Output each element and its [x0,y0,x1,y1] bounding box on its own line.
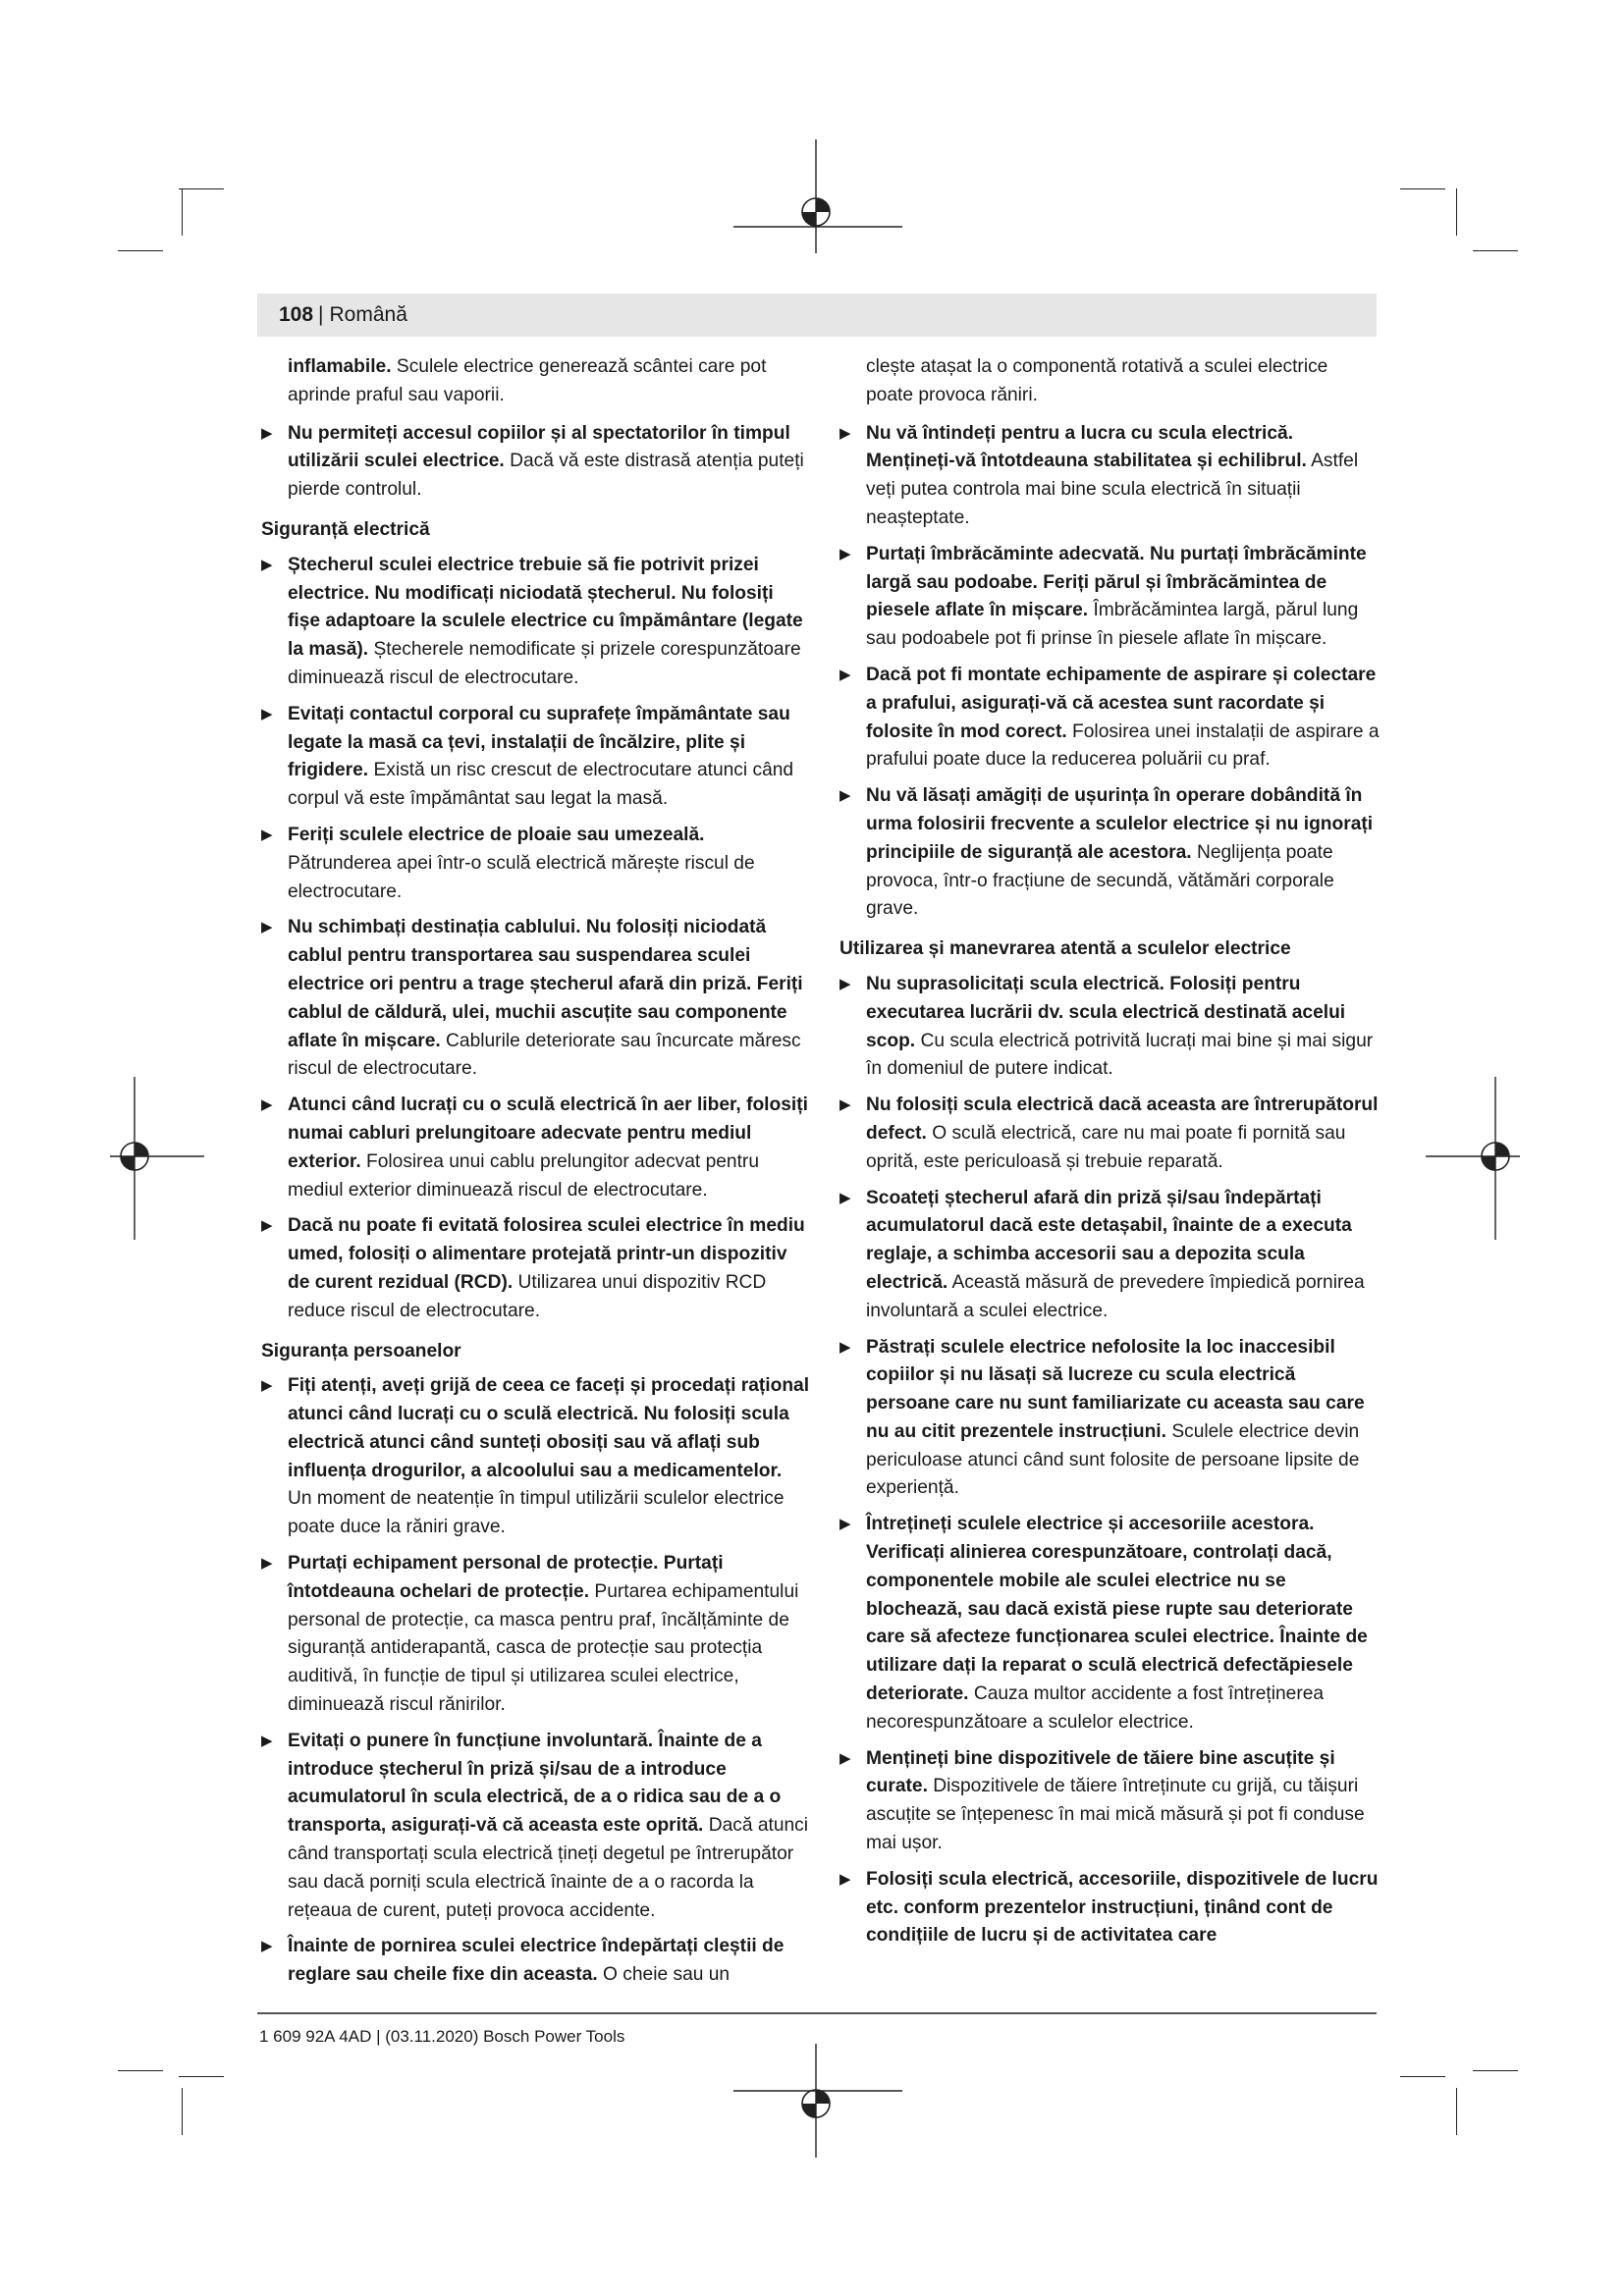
crop-mark [1473,2070,1518,2071]
bullet-triangle-icon: ▶ [261,705,273,722]
crop-mark-vertical [182,2088,183,2135]
bullet-triangle-icon: ▶ [839,1338,851,1356]
crop-mark-vertical [182,188,183,236]
section-heading: Siguranța persoanelor [261,1340,461,1362]
bullet-triangle-icon: ▶ [261,1938,273,1955]
registration-mark-icon [108,1075,206,1242]
section-heading: Siguranță electrică [261,518,430,540]
safety-item: ▶ Evitați contactul corporal cu suprafețe împământate sau legate la masă ca țevi, instalații de încălzire, plite și frigidere. Există un risc crescut de electrocutare atunci când corpul vă este împământat sau legat la masă. [261,701,811,814]
safety-item: ▶ Nu folosiți scula electrică dacă aceasta are întrerupătorul defect. O sculă electrică, care nu mai poate fi pornită sau oprită, este periculoasă și trebuie reparată. [839,1092,1380,1176]
bullet-triangle-icon: ▶ [261,1555,273,1573]
crop-mark [118,250,163,251]
page-header [257,294,1377,337]
bullet-triangle-icon: ▶ [839,424,851,442]
bullet-triangle-icon: ▶ [261,1096,273,1114]
registration-mark-icon [731,2042,904,2160]
safety-item: ▶ Mențineți bine dispozitivele de tăiere bine ascuțite și curate. Dispozitivele de tăiere întreținute cu grijă, cu tăișuri ascuțite se înțepenesc în mai mică măsură și pot fi conduse mai ușor. [839,1745,1380,1858]
bullet-triangle-icon: ▶ [261,1732,273,1749]
safety-item: ▶ Fiți atenți, aveți grijă de ceea ce faceți și procedați rațional atunci când lucrați cu o sculă electrică. Nu folosiți scula electrică atunci când sunteți obosiți sau vă aflați sub influența drogurilor, a alcoolului sau a medicamentelor. Un moment de neatenție în timpul utilizării sculelor electrice poate duce la răniri grave. [261,1372,811,1542]
safety-item: ▶ Atunci când lucrați cu o sculă electrică în aer liber, folosiți numai cabluri prelungitoare adecvate pentru mediul exterior. Folosirea unui cablu prelungitor adecvat pentru mediul exterior diminuează riscul de electrocutare. [261,1092,811,1204]
safety-item: ▶ Nu vă lăsați amăgiți de ușurința în operare dobândită în urma folosirii frecvente a sculelor electrice și nu ignorați principiile de siguranță ale acestora. Neglijența poate provoca, într-o fracțiune de secundă, vătămări corporale grave. [839,782,1380,924]
page-number: 108 [279,303,314,326]
crop-mark-vertical [1456,188,1457,236]
bullet-triangle-icon: ▶ [261,1377,273,1395]
crop-mark [1400,2076,1445,2077]
safety-item: ▶ Purtați îmbrăcăminte adecvată. Nu purtați îmbrăcăminte largă sau podoabe. Feriți părul și îmbrăcămintea de piesele aflate în mișcare. Îmbrăcămintea largă, părul lung sau podoabele pot fi prinse în piesele aflate în mișcare. [839,541,1380,654]
continued-paragraph: inflamabile. Sculele electrice generează scântei care pot aprinde praful sau vaporii. [288,356,767,405]
crop-mark [179,2076,224,2077]
safety-item: ▶ Dacă nu poate fi evitată folosirea sculei electrice în mediu umed, folosiți o alimentare protejată printr-un dispozitiv de curent rezidual (RCD). Utilizarea unui dispozitiv RCD reduce riscul de electrocutare. [261,1212,811,1325]
safety-item: ▶ Întrețineți sculele electrice și accesoriile acestora. Verificați alinierea corespunzătoare, controlați dacă, componentele mobile ale sculei electrice nu se blochează, sau dacă există piese rupte sau deteriorate care să afecteze funcționarea sculei electrice. Înainte de utilizare dați la reparat o sculă electrică defectăpiesele deteriorate. Cauza multor accidente a fost întreținerea necorespunzătoare a sculelor electrice. [839,1511,1380,1736]
bullet-triangle-icon: ▶ [839,666,851,683]
safety-item: ▶ Nu suprasolicitați scula electrică. Folosiți pentru executarea lucrării dv. scula electrică destinată acelui scop. Cu scula electrică potrivită lucrați mai bine și mai sigur în domeniul de putere indicat. [839,971,1380,1084]
header-language: Română [329,303,407,326]
safety-item: ▶ Nu vă întindeți pentru a lucra cu scula electrică. Mențineți-vă întotdeauna stabilitatea și echilibrul. Astfel veți putea controla mai bine scula electrică în situații neașteptate. [839,420,1380,533]
bullet-triangle-icon: ▶ [839,1870,851,1888]
bullet-triangle-icon: ▶ [839,1516,851,1533]
continued-paragraph: clește atașat la o componentă rotativă a sculei electrice poate provoca răniri. [866,356,1328,405]
safety-item: ▶ Nu permiteți accesul copiilor și al spectatorilor în timpul utilizării sculei electrice. Dacă vă este distrasă atenția puteți pierde controlul. [261,420,811,505]
safety-item: ▶ Feriți sculele electrice de ploaie sau umezeală. Pătrunderea apei într-o sculă electrică mărește riscul de electrocutare. [261,822,811,906]
crop-mark-vertical [1456,2088,1457,2135]
page-footer: 1 609 92A 4AD | (03.11.2020) Bosch Power Tools [259,2027,625,2046]
safety-item: ▶ Scoateți ștecherul afară din priză și/sau îndepărtați acumulatorul dacă este detașabil, înainte de a executa reglaje, a schimba accesorii sau a depozita scula electrică. Această măsură de prevedere împiedică pornirea involuntară a sculei electrice. [839,1185,1380,1326]
bullet-triangle-icon: ▶ [839,1096,851,1114]
safety-item: ▶ Ștecherul sculei electrice trebuie să fie potrivit prizei electrice. Nu modificați niciodată ștecherul. Nu folosiți fișe adaptoare la sculele electrice cu împământare (legate la masă). Ștecherele nemodificate și prizele corespunzătoare diminuează riscul de electrocutare. [261,552,811,693]
safety-item: ▶ Păstrați sculele electrice nefolosite la loc inaccesibil copiilor și nu lăsați să lucreze cu scula electrică persoane care nu sunt familiarizate cu aceasta sau care nu au citit prezentele instrucțiuni. Sculele electrice devin periculoase atunci când sunt folosite de persoane lipsite de experiență. [839,1334,1380,1504]
header-separator: | [318,303,324,326]
crop-mark [1400,188,1445,189]
bullet-triangle-icon: ▶ [839,1189,851,1206]
bullet-triangle-icon: ▶ [261,424,273,442]
bullet-triangle-icon: ▶ [839,545,851,562]
registration-mark-icon [731,137,904,255]
bullet-triangle-icon: ▶ [839,787,851,805]
crop-mark [179,188,224,189]
registration-mark-icon [1424,1075,1522,1242]
safety-item: ▶ Dacă pot fi montate echipamente de aspirare și colectare a prafului, asigurați-vă că acestea sunt racordate și folosite în mod corect. Folosirea unei instalații de aspirare a prafului poate duce la reducerea poluării cu praf. [839,662,1380,774]
left-column [261,353,811,1998]
bullet-triangle-icon: ▶ [839,975,851,992]
footer-rule [257,2012,1377,2014]
bullet-triangle-icon: ▶ [261,826,273,843]
bullet-triangle-icon: ▶ [261,1217,273,1235]
bullet-triangle-icon: ▶ [261,919,273,936]
safety-item: ▶ Evitați o punere în funcțiune involuntară. Înainte de a introduce ștecherul în priză și/sau de a introduce acumulatorul în scula electrică, de a o ridica sau de a o transporta, asigurați-vă că aceasta este oprită. Dacă atunci când transportați scula electrică țineți degetul pe întrerupător sau dacă porniți scula electrică înainte de a o racorda la rețeaua de curent, puteți provoca accidente. [261,1728,811,1926]
bullet-triangle-icon: ▶ [261,556,273,573]
section-heading: Utilizarea și manevrarea atentă a sculelor electrice [839,938,1291,960]
bullet-triangle-icon: ▶ [839,1749,851,1767]
crop-mark [118,2070,163,2071]
safety-item: ▶ Folosiți scula electrică, accesoriile, dispozitivele de lucru etc. conform prezentelor instrucțiuni, ținând cont de condițiile de lucru și de activitatea care [839,1866,1380,1950]
right-column [839,353,1380,1958]
safety-item: ▶ Nu schimbați destinația cablului. Nu folosiți niciodată cablul pentru transportarea sau suspendarea sculei electrice ori pentru a trage ștecherul afară din priză. Feriți cablul de căldură, ulei, muchii ascuțite sau componente aflate în mișcare. Cablurile deteriorate sau încurcate măresc riscul de electrocutare. [261,914,811,1084]
safety-item: ▶ Înainte de pornirea sculei electrice îndepărtați cleștii de reglare sau cheile fixe din aceasta. O cheie sau un [261,1933,811,1990]
crop-mark [1473,250,1518,251]
safety-item: ▶ Purtați echipament personal de protecție. Purtați întotdeauna ochelari de protecție. Purtarea echipamentului personal de protecție, ca masca pentru praf, încălțăminte de siguranță antiderapantă, casca de protecție sau protecția auditivă, în funcție de tipul și utilizarea sculei electrice, diminuează riscul rănirilor. [261,1550,811,1720]
